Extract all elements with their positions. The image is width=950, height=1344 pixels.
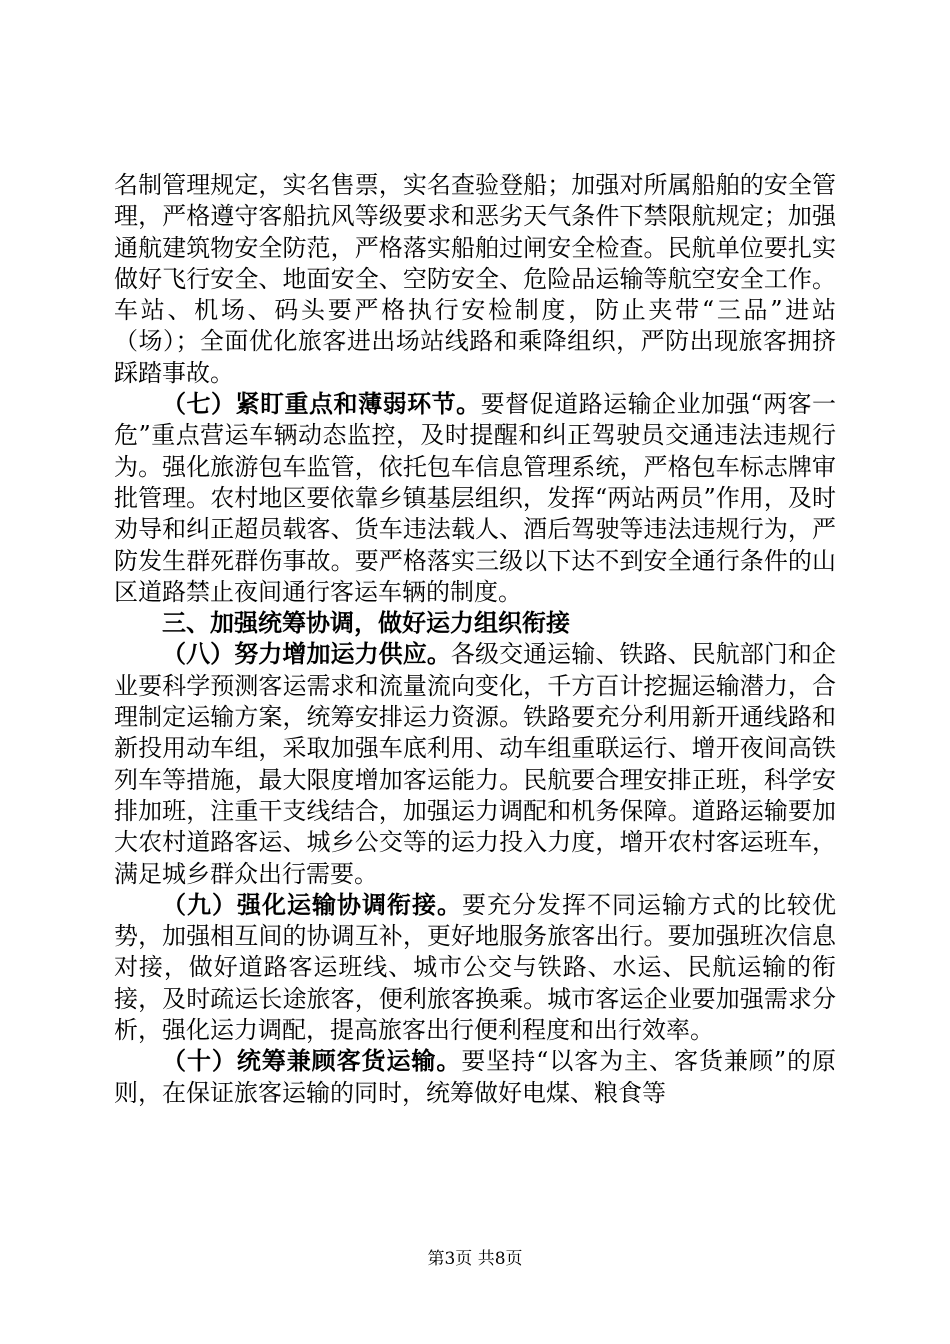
- paragraph-item-10: [114, 1046, 836, 1109]
- paragraph-lead: （八）努力增加运力供应。: [162, 640, 451, 669]
- paragraph-text: 要充分发挥不同运输方式的比较优势，加强相互间的协调互补，更好地服务旅客出行。要加强班次信息对接，做好道路客运班线、城市公交与铁路、水运、民航运输的衔接，及时疏运长途旅客，便利旅客换乘。城市客运企业要加强需求分析，强化运力调配，提高旅客出行便利程度和出行效率。: [114, 890, 836, 1045]
- section-heading: 三、加强统筹协调，做好运力组织衔接: [162, 609, 570, 638]
- paragraph-text: 名制管理规定，实名售票，实名查验登船；加强对所属船舶的安全管理，严格遵守客船抗风等级要求和恶劣天气条件下禁限航规定；加强通航建筑物安全防范，严格落实船舶过闸安全检查。民航单位要扎实做好飞行安全、地面安全、空防安全、危险品运输等航空安全工作。车站、机场、码头要严格执行安检制度，防止夹带“三品”进站（场）；全面优化旅客进出场站线路和乘降组织，严防出现旅客拥挤踩踏事故。: [114, 171, 836, 387]
- paragraph-text: 要督促道路运输企业加强“两客一危”重点营运车辆动态监控，及时提醒和纠正驾驶员交通违法违规行为。强化旅游包车监管，依托包车信息管理系统，严格包车标志牌审批管理。农村地区要依靠乡镇基层组织，发挥“两站两员”作用，及时劝导和纠正超员载客、货车违法载人、酒后驾驶等违法违规行为，严防发生群死群伤事故。要严格落实三级以下达不到安全通行条件的山区道路禁止夜间通行客运车辆的制度。: [114, 390, 836, 606]
- paragraph-lead: （七）紧盯重点和薄弱环节。: [162, 390, 481, 419]
- page-footer: 第3页 共8页: [427, 1249, 523, 1269]
- paragraph-lead: （十）统筹兼顾客货运输。: [162, 1047, 462, 1076]
- paragraph-text: 各级交通运输、铁路、民航部门和企业要科学预测客运需求和流量流向变化，千方百计挖掘运输潜力，合理制定运输方案，统筹安排运力资源。铁路要充分利用新开通线路和新投用动车组，采取加强车底利用、动车组重联运行、增开夜间高铁列车等措施，最大限度增加客运能力。民航要合理安排正班，科学安排加班，注重干支线结合，加强运力调配和机务保障。道路运输要加大农村道路客运、城乡公交等的运力投入力度，增开农村客运班车，满足城乡群众出行需要。: [114, 640, 837, 888]
- paragraph-text: 要坚持“以客为主、客货兼顾”的原则，在保证旅客运输的同时，统筹做好电煤、粮食等: [114, 1047, 836, 1107]
- paragraph-item-7: [114, 389, 836, 608]
- paragraph-continuation: [114, 170, 836, 389]
- paragraph-item-8: [114, 639, 836, 889]
- paragraph-item-9: [114, 890, 836, 1046]
- document-body: [114, 170, 836, 1109]
- paragraph-lead: （九）强化运输协调衔接。: [162, 890, 462, 919]
